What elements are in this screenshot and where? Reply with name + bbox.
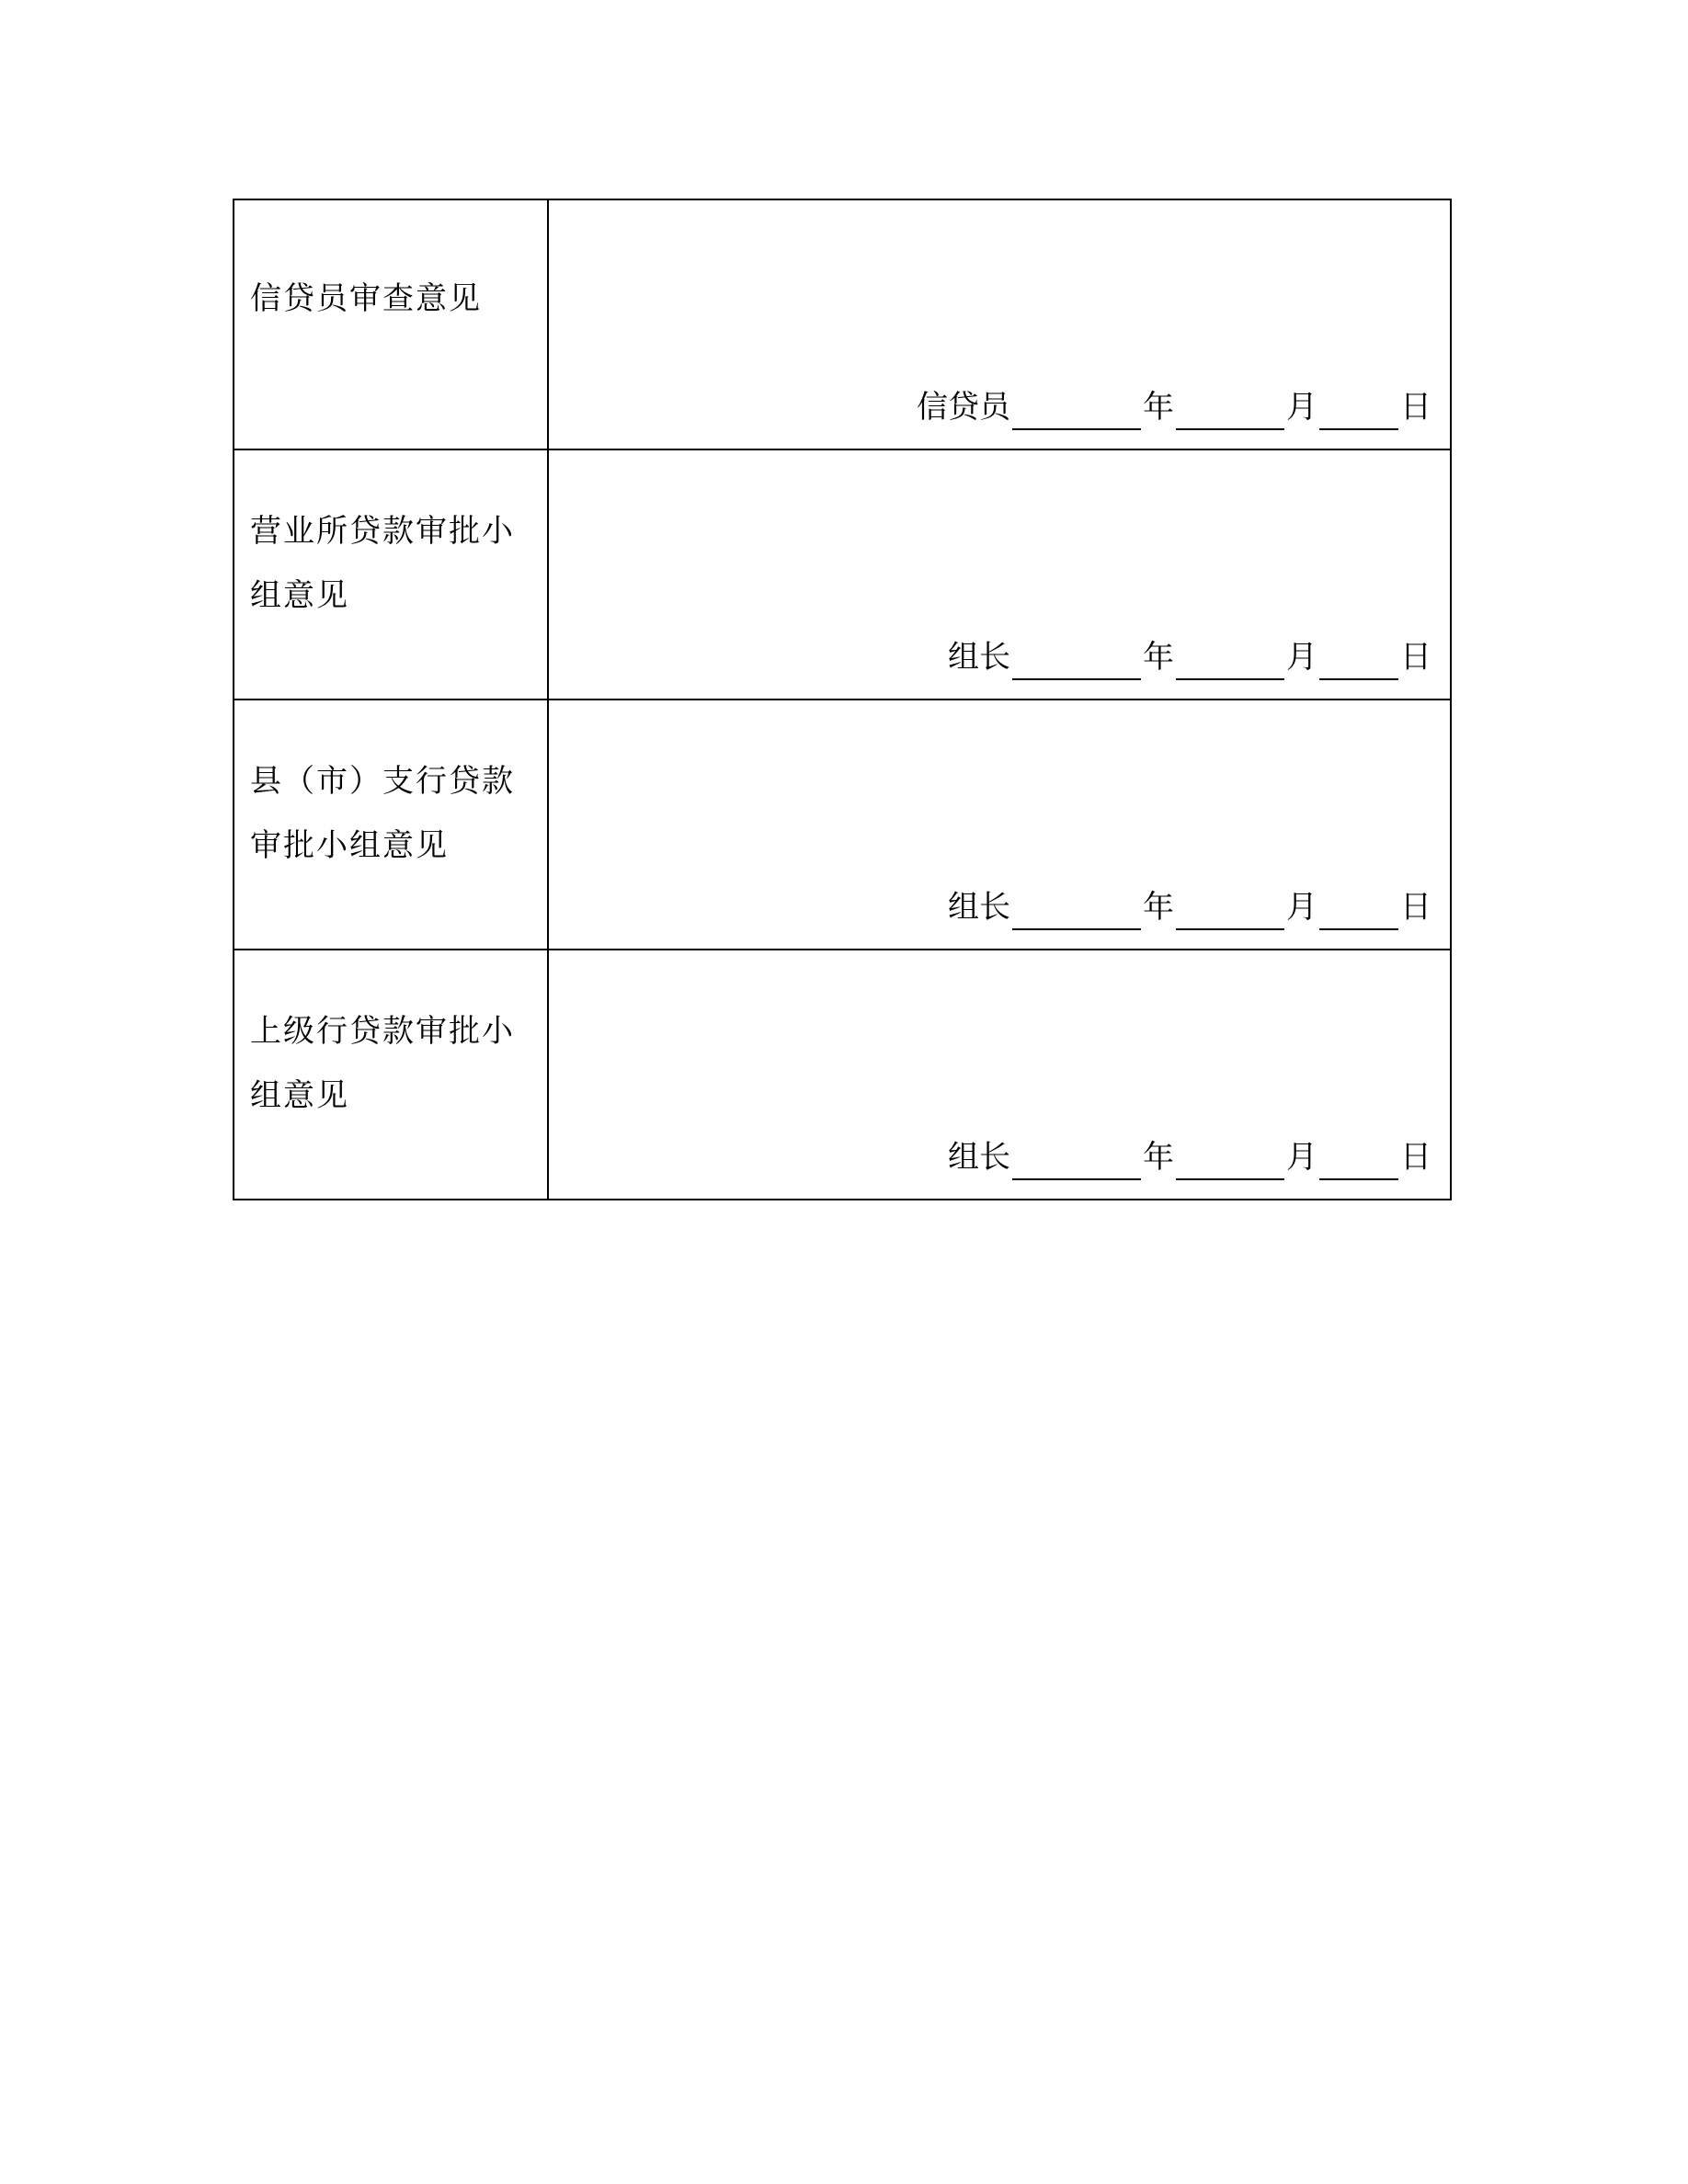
signature-line (948, 634, 1431, 680)
review-row-loan-officer (234, 199, 1451, 449)
signer-blank[interactable] (1012, 892, 1141, 930)
row-label-cell (234, 449, 548, 700)
day-blank[interactable] (1319, 642, 1398, 680)
row-label-cell (234, 950, 548, 1200)
row-label: 信贷员审查意见 (250, 280, 482, 317)
signature-line (917, 384, 1431, 430)
month-blank[interactable] (1176, 1142, 1284, 1180)
signer-blank[interactable] (1012, 392, 1141, 430)
signer-blank[interactable] (1012, 1142, 1141, 1180)
day-blank[interactable] (1319, 392, 1398, 430)
month-blank[interactable] (1176, 642, 1284, 680)
signer-label: 信贷员 (917, 389, 1010, 426)
day-label: 日 (1400, 389, 1431, 426)
review-row-business-office (234, 449, 1451, 700)
row-label: 营业所贷款审批小组意见 (250, 513, 515, 614)
opinion-cell[interactable] (548, 449, 1451, 700)
signer-label: 组长 (948, 639, 1010, 676)
loan-review-table (233, 199, 1452, 1200)
month-blank[interactable] (1176, 392, 1284, 430)
month-label: 月 (1286, 889, 1317, 926)
opinion-cell[interactable] (548, 199, 1451, 449)
year-label: 年 (1143, 639, 1174, 676)
year-label: 年 (1143, 389, 1174, 426)
month-label: 月 (1286, 639, 1317, 676)
day-label: 日 (1400, 1139, 1431, 1176)
year-label: 年 (1143, 1139, 1174, 1176)
day-label: 日 (1400, 639, 1431, 676)
month-blank[interactable] (1176, 892, 1284, 930)
year-label: 年 (1143, 889, 1174, 926)
row-label-cell (234, 700, 548, 950)
day-blank[interactable] (1319, 1142, 1398, 1180)
row-label-cell (234, 199, 548, 449)
month-label: 月 (1286, 1139, 1317, 1176)
signature-line (948, 1134, 1431, 1180)
signer-label: 组长 (948, 1139, 1010, 1176)
day-label: 日 (1400, 889, 1431, 926)
review-row-county-branch (234, 700, 1451, 950)
day-blank[interactable] (1319, 892, 1398, 930)
month-label: 月 (1286, 389, 1317, 426)
review-row-superior-bank (234, 950, 1451, 1200)
signer-label: 组长 (948, 889, 1010, 926)
signature-line (948, 884, 1431, 930)
row-label: 县（市）支行贷款审批小组意见 (250, 763, 515, 864)
opinion-cell[interactable] (548, 700, 1451, 950)
opinion-cell[interactable] (548, 950, 1451, 1200)
signer-blank[interactable] (1012, 642, 1141, 680)
row-label: 上级行贷款审批小组意见 (250, 1013, 515, 1114)
